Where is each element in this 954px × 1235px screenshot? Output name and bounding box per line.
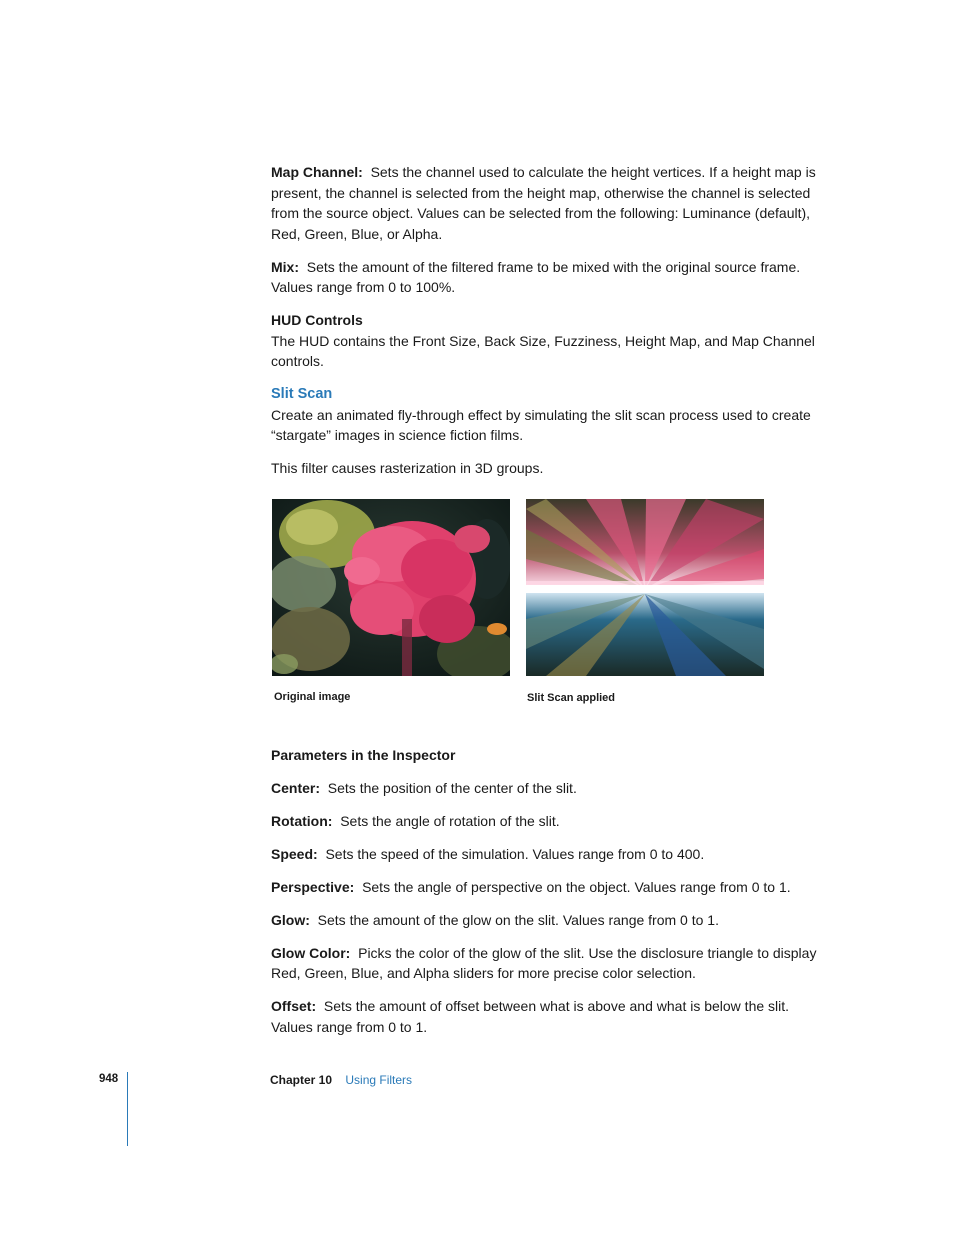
param-mix	[271, 257, 831, 298]
param-glow-color	[271, 943, 831, 984]
param-rotation	[271, 811, 831, 832]
page-content	[271, 162, 831, 1050]
param-description: Sets the speed of the simulation. Values range from 0 to 400.	[325, 845, 705, 862]
param-description: Picks the color of the glow of the slit. Use the disclosure triangle to display Red, Green, Blue, and Alpha sliders for more precise color selection.	[271, 944, 817, 981]
param-term: Glow:	[271, 911, 310, 928]
param-glow	[271, 910, 831, 931]
param-term: Mix:	[271, 258, 299, 275]
caption-original: Original image	[274, 690, 351, 703]
footer-divider	[127, 1072, 128, 1146]
inspector-heading: Parameters in the Inspector	[271, 746, 456, 763]
param-term: Glow Color:	[271, 944, 351, 961]
param-description: Sets the channel used to calculate the height vertices. If a height map is present, the channel is selected from the height map, otherwise the channel is selected from the source object. Values can be selected from the following: Luminance (default), Red, Green, Blue, or Alpha.	[271, 164, 816, 242]
slit-scan-image	[526, 499, 764, 676]
param-term: Center:	[271, 779, 321, 796]
chapter-label: Chapter 10	[270, 1073, 333, 1087]
param-description: Sets the amount of the filtered frame to be mixed with the original source frame. Values range from 0 to 100%.	[271, 258, 801, 295]
caption-slit-scan: Slit Scan applied	[527, 691, 616, 704]
param-description: Sets the amount of offset between what is above and what is below the slit. Values range from 0 to 1.	[271, 998, 790, 1035]
slit-scan-title: Slit Scan	[271, 386, 333, 402]
param-term: Rotation:	[271, 812, 333, 829]
param-description: Sets the amount of the glow on the slit. Values range from 0 to 1.	[317, 911, 719, 928]
param-term: Speed:	[271, 845, 318, 862]
hud-controls-heading: HUD Controls	[271, 312, 363, 328]
param-description: Sets the angle of rotation of the slit.	[340, 812, 560, 829]
footer-chapter	[270, 1073, 412, 1087]
param-term: Map Channel:	[271, 164, 363, 180]
page-number: 948	[99, 1073, 119, 1085]
slit-scan-description: Create an animated fly-through effect by simulating the slit scan process used to create “stargate” images in science fiction films.	[271, 406, 811, 443]
param-map-channel	[271, 162, 831, 244]
figure	[271, 499, 831, 745]
param-term: Perspective:	[271, 878, 355, 895]
param-description: Sets the angle of perspective on the object. Values range from 0 to 1.	[362, 878, 791, 895]
slit-scan-note: This filter causes rasterization in 3D groups.	[271, 460, 544, 476]
original-image	[272, 499, 510, 676]
param-term: Offset:	[271, 998, 317, 1014]
chapter-title-link[interactable]: Using Filters	[345, 1073, 413, 1087]
hud-controls-text: The HUD contains the Front Size, Back Size, Fuzziness, Height Map, and Map Channel controls.	[271, 332, 815, 369]
param-perspective	[271, 877, 831, 898]
param-description: Sets the position of the center of the slit.	[327, 779, 577, 796]
param-speed	[271, 844, 831, 865]
param-center	[271, 778, 831, 799]
param-offset	[271, 996, 831, 1037]
